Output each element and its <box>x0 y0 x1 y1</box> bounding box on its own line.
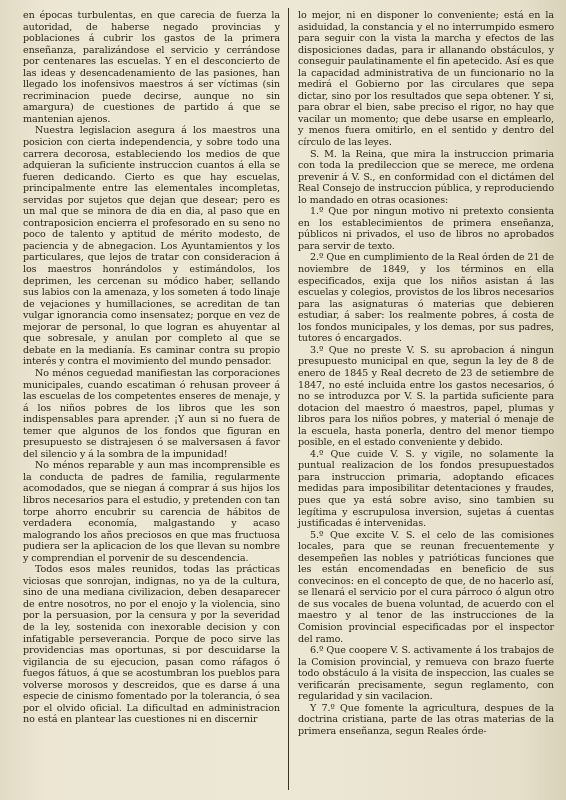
paragraph: en épocas turbulentas, en que carecia de fuerza la autoridad, de haberse negado provincias y poblaciones á cubrir los gastos de la primera enseñanza, paralizándose el servicio y cerrándose por centenares las escuelas. Y en el desconcierto de las ideas y desencadenamiento de las pasiones, han llegado los inofensivos maestros á ser víctimas (sin recriminacion puede decirse, aunque no sin amargura) de cuestiones de partido á que se mantenian ajenos. <box>23 10 280 125</box>
numbered-item: 1.º Que por ningun motivo ni pretexto consienta en los establecimientos de primera enseñanza, públicos ni privados, el uso de libros no aprobados para servir de texto. <box>298 206 554 252</box>
numbered-item: 6.º Que coopere V. S. activamente á los trabajos de la Comision provincial, y remueva con brazo fuerte todo obstáculo á la visita de inspeccion, las cuales se verificarán precisamente, segun reglamento, con regularidad y sin vacilacion. <box>298 645 554 703</box>
numbered-item: Y 7.º Que fomente la agricultura, despues de la doctrina cristiana, parte de las otras materias de la primera enseñanza, segun Reales órde- <box>298 702 554 737</box>
right-column <box>298 10 554 737</box>
paragraph: Todos esos males reunidos, todas las prácticas viciosas que sonrojan, indignas, no ya de la cultura, sino de una mediana civilizacion, deben desaparecer de entre nosotros, no por el enojo y la violencia, sino por la persuasion, por la censura y por la severidad de la ley, sostenida con inexorable decision y con infatigable perseverancia. Porque de poco sirve las providencias mas oportunas, si por descuidarse la vigilancia de su ejecucion, pasan como ráfagos ó fuegos fátuos, á que se acostumbran los pueblos para volverse morosos y descreidos, que es darse á una especie de cinismo fomentado por la tolerancia, ó sea por el olvido oficial. La dificultad en administracion no está en plantear las cuestiones ni en discernir <box>23 564 280 726</box>
paragraph: No ménos ceguedad manifiestan las corporaciones municipales, cuando escatiman ó rehusan proveer á las escuelas de los competentes enseres de menaje, y á los niños pobres de los libros que les son indispensables para aprender. ¡Y aun si no fuera de temer que algunos de los fondos que figuran en presupuesto se distrajesen ó se malversasen á favor del silencio y á la sombra de la impunidad! <box>23 367 280 460</box>
paragraph: No ménos reparable y aun mas incomprensible es la conducta de padres de familia, regularmente acomodados, que se niegan á comprar á sus hijos los libros necesarios para el estudio, y pretenden con tan torpe ahorro encubrir su carencia de hábitos de verdadera economía, malgastando y acaso malogrando los años preciosos en que mas fructuosa pudiera ser la aplicacion de los que llevan su nombre y comprendian el porvenir de su descendencia. <box>23 460 280 564</box>
numbered-item: 2.º Que en cumplimiento de la Real órden de 21 de noviembre de 1849, y los términos en ella especificados, exija que los niños asistan á las escuelas y colegios, provistos de los libros necesarios para las asignaturas ó materias que debieren estudiar, á saber: los realmente pobres, á costa de los fondos municipales, y los demas, por sus padres, tutores ó encargados. <box>298 252 554 345</box>
left-column <box>23 10 280 726</box>
numbered-item: 4.º Que cuide V. S. y vigile, no solamente la puntual realizacion de los fondos presupuestados para instruccion primaria, adoptando eficaces medidas para imposibilitar detentaciones y fraudes, pues que ya está sobre aviso, sino tambien su legítima y escrupulosa inversion, sujetas á cuentas justificadas é intervenidas. <box>298 448 554 530</box>
column-divider <box>288 8 289 790</box>
paragraph: S. M. la Reina, que mira la instruccion primaria con toda la predileccion que se merece, me ordena prevenir á V. S., en conformidad con el dictámen del Real Consejo de instruccion pública, y reproduciendo lo mandado en otras ocasiones: <box>298 148 554 206</box>
paragraph: Nuestra legislacion asegura á los maestros una posicion con cierta independencia, y sobre todo una carrera decorosa, estableciendo los medios de que adquieran la suficiente instruccion cuantos á ella se fueren dedicando. Cierto es que hay escuelas, principalmente entre las elementales incompletas, servidas por sujetos que dejan que desear; pero es un mal que se minora de dia en dia, al paso que en contraposicion encierra el profesorado en su seno no poco de talento y aptitud de mérito modesto, de paciencia y de abnegacion. Los Ayuntamientos y los particulares, que lejos de tratar con consideracion á los maestros honrándolos y estimándolos, los deprimen, les cercenan su módico haber, sellando sus labios con la amenaza, y los someten á todo linaje de vejaciones y humillaciones, se acreditan de tan vulgar ignorancia como insensatez; porque en vez de mejorar de personal, lo que logran es ahuyentar al que sobresale, y anulan por completo al que se debate en la medianía. Es caminar contra su propio interés y contra el movimiento del mundo pensador. <box>23 125 280 368</box>
numbered-item: 3.º Que no preste V. S. su aprobacion á ningun presupuesto municipal en que, segun la ley de 8 de enero de 1845 y Real decreto de 23 de setiembre de 1847, no esté incluida entre los gastos necesarios, ó no se introduzca por V. S. la partida suficiente para dotacion del maestro ó maestros, papel, plumas y libros para los niños pobres, y material ó menaje de la escuela, hasta ponerla, dentro del menor tiempo posible, en el estado conveniente y debido. <box>298 344 554 449</box>
paragraph: lo mejor, ni en disponer lo conveniente; está en la asiduidad, la constancia y el no interrumpido esmero para seguir con la vista la marcha y efectos de las disposiciones dadas, para ir allanando obstáculos, y conseguir paulatinamente el fin apetecido. Así es que la capacidad administrativa de un funcionario no la medirá el Gobierno por las circulares que sepa dictar, sino por los resultados que sepa obtener. Y si, para obrar el bien, sabe preciso el rigor, no hay que vacilar un momento; que debe usarse en emplearlo, y menos fuera omitirlo, en el sentido y dentro del círculo de las leyes. <box>298 10 554 149</box>
numbered-item: 5.º Que excite V. S. el celo de las comisiones locales, para que se reunan frecuentemente y desempeñen las nobles y patrióticas funciones que les están encomendadas en beneficio de sus convecinos: en el concepto de que, de no hacerlo así, se llenará el servicio por el cura párroco ó algun otro de sus vocales de buena voluntad, de acuerdo con el maestro y al tenor de las instrucciones de la Comision provincial especificadas por el inspector del ramo. <box>298 529 554 645</box>
